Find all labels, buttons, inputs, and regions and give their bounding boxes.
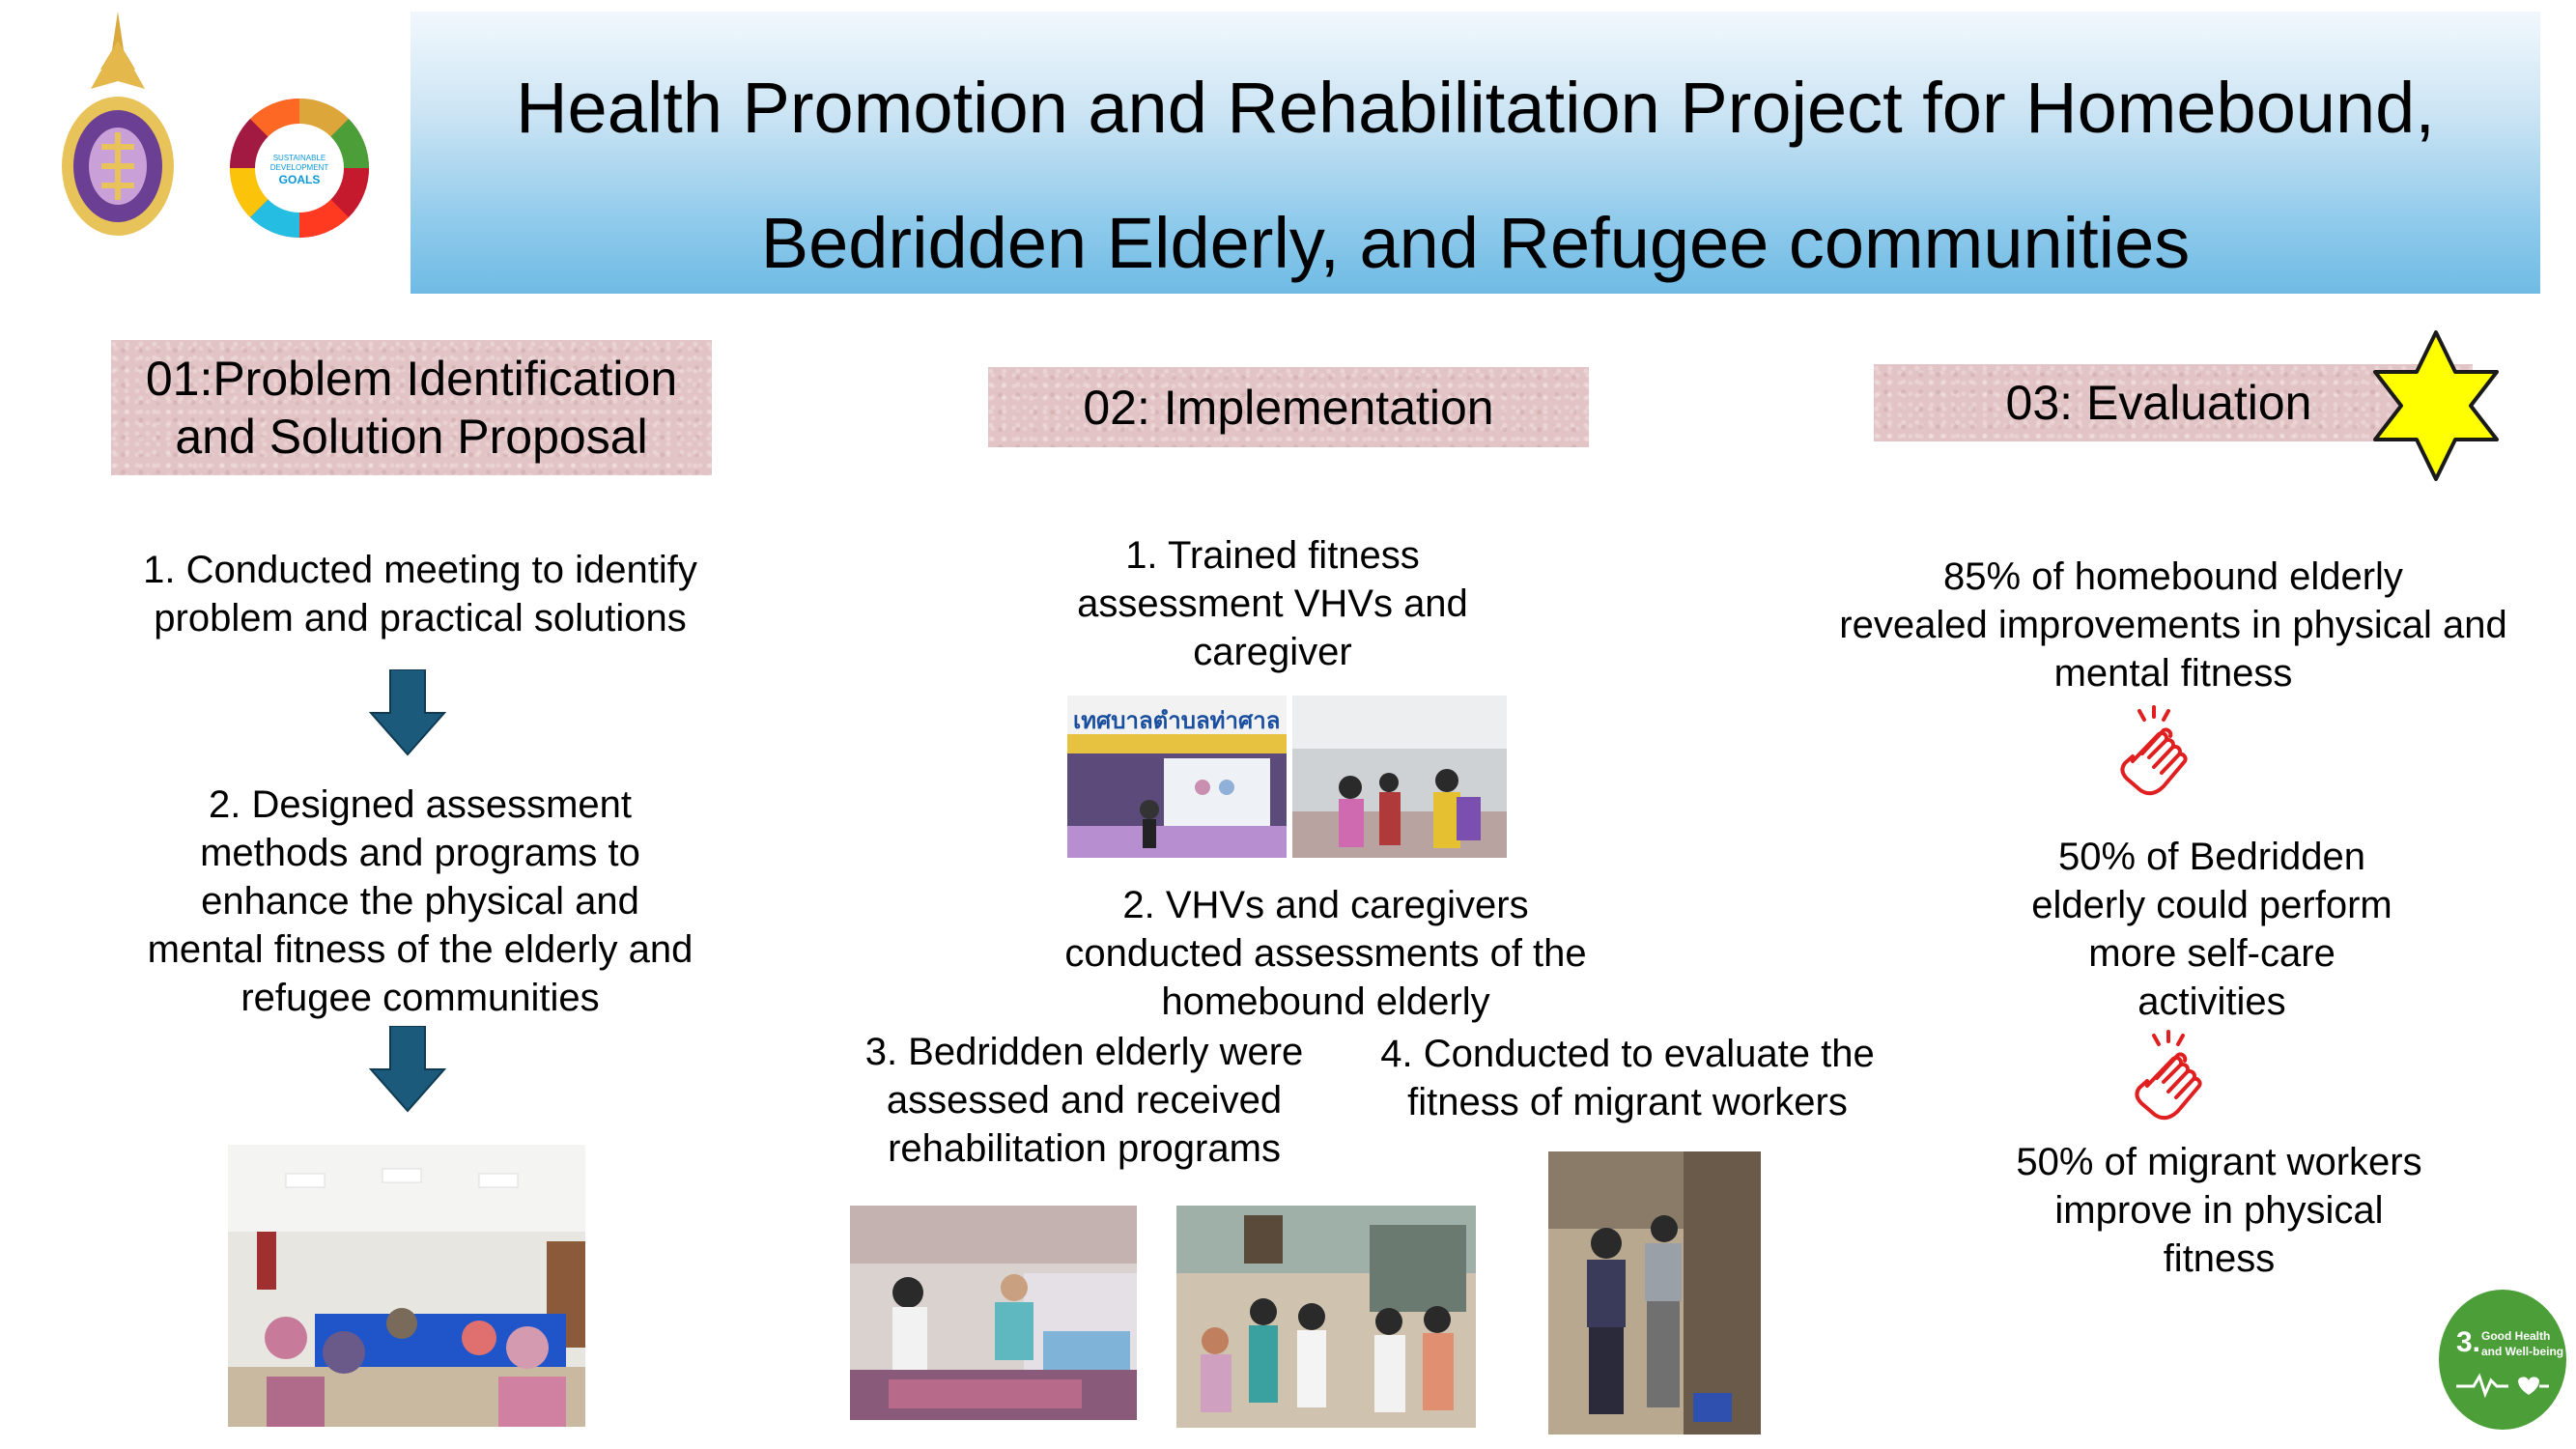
implementation-step-4: 4. Conducted to evaluate the fitness of migrant workers [1380,1033,1875,1123]
svg-text:SUSTAINABLE: SUSTAINABLE [272,154,326,162]
clapping-hands-icon [2130,1028,2217,1129]
svg-text:DEVELOPMENT: DEVELOPMENT [269,163,329,172]
sdg-wheel-logo [228,97,371,240]
title-banner [410,12,2540,294]
evaluation-result-2: 50% of Bedridden elderly could perform more self-care activities [2031,836,2392,1023]
sdg3-badge [2439,1290,2566,1430]
evaluation-result-3: 50% of migrant workers improve in physical fitness [2016,1141,2422,1280]
title-line-2: Bedridden Elderly, and Refugee communities [760,203,2191,283]
training-photo-2 [1292,696,1507,858]
arrow-down-icon [369,1026,446,1113]
section-heading-evaluation: 03: Evaluation [1874,364,2473,441]
migrant-workers-photo [1548,1151,1761,1435]
implementation-step-2: 2. VHVs and caregivers conducted assessments of the homebound elderly [1064,884,1587,1023]
problem-step-1: 1. Conducted meeting to identify problem and practical solutions [143,549,697,639]
section-heading-problem-line2: and Solution Proposal [175,410,648,464]
heartbeat-icon [2454,1369,2551,1398]
bedridden-photo-1 [850,1206,1137,1420]
sdg3-label: Good Health and Well-being [2481,1329,2564,1358]
star-icon [2371,328,2502,483]
training-banner-text: เทศบาลตำบลท่าศาล [1073,707,1281,734]
title-line-1: Health Promotion and Rehabilitation Project for Homebound, [516,68,2435,148]
sdg3-number: 3. [2456,1326,2481,1358]
implementation-step-1: 1. Trained fitness assessment VHVs and caregiver [1077,534,1468,673]
university-logo [58,12,179,243]
svg-text:GOALS: GOALS [278,173,321,186]
problem-step-2: 2. Designed assessment methods and programs to enhance the physical and mental fitness of the elderly and refugee communities [147,783,694,1019]
training-photo-1 [1067,696,1287,858]
arrow-down-icon [369,669,446,756]
meeting-photo [228,1145,585,1427]
implementation-step-3: 3. Bedridden elderly were assessed and received rehabilitation programs [864,1031,1304,1170]
evaluation-result-1: 85% of homebound elderly revealed improvements in physical and mental fitness [1839,555,2507,695]
bedridden-photo-2 [1176,1206,1476,1428]
clapping-hands-icon [2115,703,2202,805]
section-heading-problem [111,340,712,475]
section-heading-implementation: 02: Implementation [988,367,1589,447]
section-heading-problem-line1: 01:Problem Identification [145,352,678,406]
